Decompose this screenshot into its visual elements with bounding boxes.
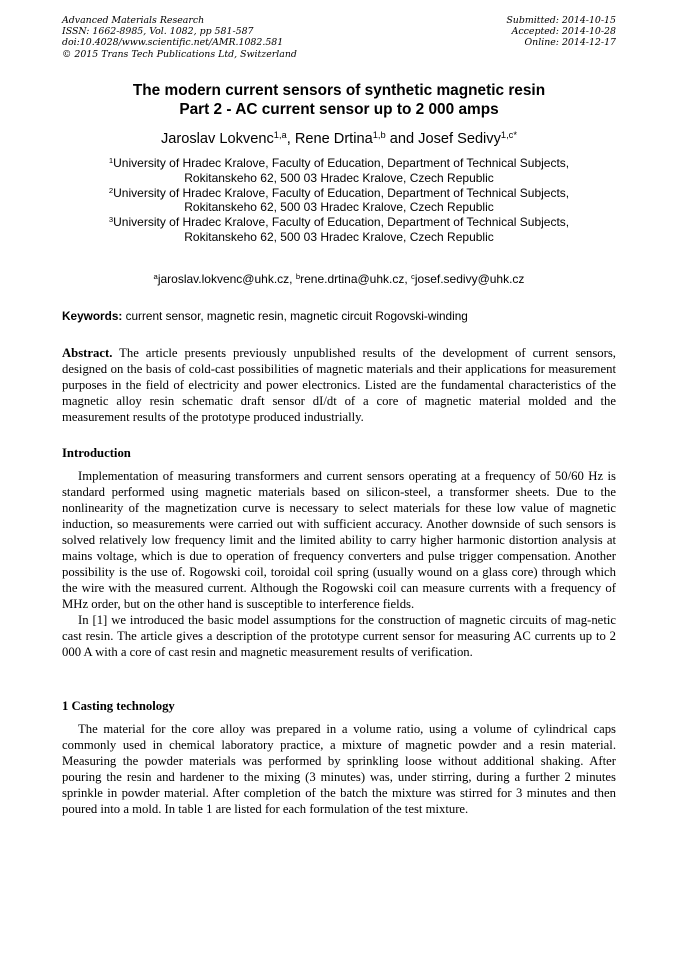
paragraph: Implementation of measuring transformers and current sensors operating at a frequency of 50/60 Hz is standard performed using magnetic materials based on silicon-steel, a transformer sheets. Due to the nonlinearity of the magnetization curve is necessary to select materials for these low value of magnetic induction, so measurements were carried out with sufficient accuracy. Another downside of such sensors is solved relatively low frequency limit and the limited ability to carry higher harmonic distortion analysis at mains voltage, which is due to operation of frequency converters and pulse trigger compensation. Another possibility is the use of. Rogowski coil, toroidal coil spring (usually wound on a glass core) through which the wire with the measured current. Although the Rogowski coil can measure currents with a frequency of MHz order, but on the other hand is susceptible to interference fields.	[62, 469, 616, 611]
abstract-text: The article presents previously unpublished results of the development of current sensors, designed on the basis of cold-cast possibilities of magnetic materials and their applications for measurement purposes in the field of electricity and power electronics. Listed are the fundamental characteristics of the magnetic alloy resin schematic draft sensor dI/dt of a core of magnetic material molded and the measurement results of the prototype produced industrially.	[62, 346, 616, 424]
author-name: Rene Drtina	[294, 131, 373, 147]
title-line-1: The modern current sensors of synthetic magnetic resin	[132, 82, 546, 99]
email-address: rene.drtina@uhk.cz	[300, 272, 405, 286]
affiliation-line	[0, 186, 678, 201]
journal-info	[62, 15, 297, 60]
keywords	[62, 309, 468, 324]
abstract	[62, 345, 616, 425]
affiliation-address: Rokitanskeho 62, 500 03 Hradec Kralove, Czech Republic	[184, 200, 494, 215]
author-sup: 1,b	[372, 130, 386, 141]
affiliation-text: University of Hradec Kralove, Faculty of Education, Department of Technical Subjects,	[113, 215, 570, 230]
email-sup: b	[295, 272, 301, 282]
affiliation-text: University of Hradec Kralove, Faculty of Education, Department of Technical Subjects,	[113, 156, 570, 170]
abstract-label: Abstract.	[62, 346, 113, 360]
affiliation-address: Rokitanskeho 62, 500 03 Hradec Kralove, Czech Republic	[184, 170, 494, 185]
introduction-body	[62, 468, 616, 660]
casting-body	[62, 721, 616, 817]
email-sup: a	[153, 272, 158, 282]
affiliation-line	[0, 156, 678, 171]
paragraph: The material for the core alloy was prepared in a volume ratio, using a volume of cylindrical caps commonly used in chemical laboratory practice, a mixture of magnetic powder and a resin material. Measuring the powder materials was performed by sprinkling loose without additional shaking. After pouring the resin and hardener to the mixing (3 minutes) was, under stirring, during a further 2 minutes sprinkle in powder material. After completion of the batch the mixture was stirred for 3 minutes and then poured into a mold. In table 1 are listed for each formulation of the test mixture.	[62, 722, 616, 816]
author-name: Josef Sedivy	[418, 131, 501, 147]
email-address: josef.sedivy@uhk.cz	[414, 272, 525, 286]
email-address: jaroslav.lokvenc@uhk.cz	[157, 272, 290, 286]
author-separator: ,	[286, 131, 295, 147]
title-line-2: Part 2 - AC current sensor up to 2 000 amps	[179, 100, 499, 118]
author-name: Jaroslav Lokvenc	[161, 131, 274, 147]
paper-title	[0, 82, 678, 119]
email-list: $^a$jaroslav.lokvenc@uhk.cz, $^b$rene.drtina@uhk.cz, $^c$josef.sedivy@uhk.cz	[153, 272, 525, 286]
keywords-text: current sensor, magnetic resin, magnetic circuit Rogovski-winding	[125, 309, 468, 323]
affiliation-address: Rokitanskeho 62, 500 03 Hradec Kralove, Czech Republic	[184, 229, 494, 244]
journal-name: Advanced Materials Research	[62, 15, 205, 26]
keywords-label: Keywords:	[62, 309, 123, 323]
author-sup: 1,c*	[500, 130, 517, 141]
affiliation-text: University of Hradec Kralove, Faculty of Education, Department of Technical Subjects,	[113, 185, 570, 200]
affiliation-line	[0, 215, 678, 230]
submission-dates	[506, 15, 616, 49]
email-sup: c	[411, 272, 415, 282]
submitted-date: Submitted: 2014-10-15	[506, 15, 616, 26]
section-heading-casting: 1 Casting technology	[62, 699, 175, 713]
doi-line: doi:10.4028/www.scientific.net/AMR.1082.581	[62, 37, 284, 49]
affiliation-list	[0, 156, 678, 245]
issn-line: ISSN: 1662-8985, Vol. 1082, pp 581-587	[62, 26, 254, 38]
affiliation-sup: 3	[108, 215, 114, 225]
author-sup: 1,a	[273, 130, 287, 141]
author-list	[0, 130, 678, 148]
accepted-date: Accepted: 2014-10-28	[511, 26, 616, 38]
author-separator: and	[385, 131, 419, 147]
section-heading-introduction: Introduction	[62, 446, 131, 460]
affiliation-sup: 2	[108, 185, 114, 195]
affiliation-sup: 1	[108, 156, 114, 166]
online-date: Online: 2014-12-17	[524, 37, 616, 49]
paragraph: In [1] we introduced the basic model assumptions for the construction of magnetic circuits of mag-netic cast resin. The article gives a description of the prototype current sensor for measuring AC currents up to 2 000 A with a core of cast resin and magnetic measurement results of verification.	[62, 613, 616, 659]
copyright-line: © 2015 Trans Tech Publications Ltd, Switzerland	[62, 48, 297, 60]
